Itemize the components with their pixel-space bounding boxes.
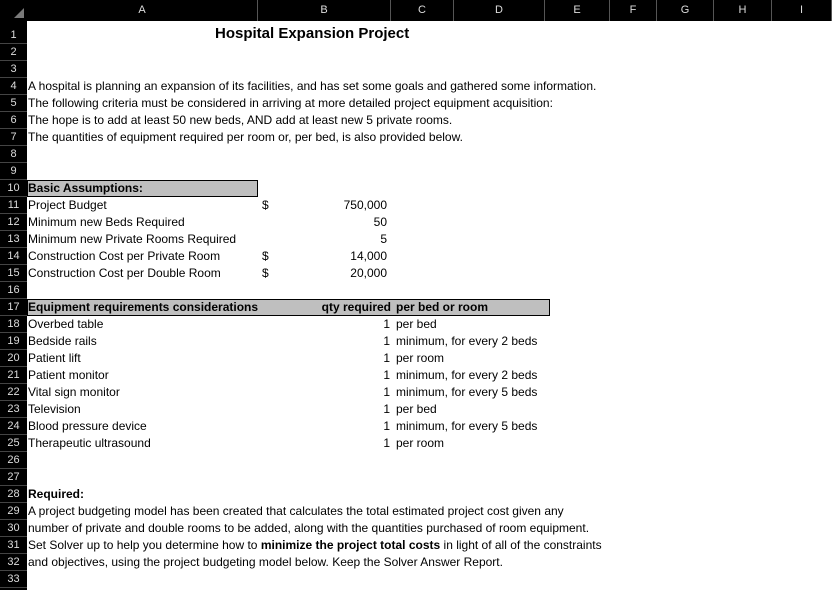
equipment-per[interactable]: minimum, for every 2 beds	[396, 334, 538, 348]
required-line-2[interactable]: number of private and double rooms to be added, along with the quantities purchased of room equipment.	[28, 521, 590, 535]
row-header-29[interactable]: 29	[0, 503, 27, 520]
assumption-label[interactable]: Minimum new Private Rooms Required	[28, 232, 237, 246]
row-header-5[interactable]: 5	[0, 95, 27, 112]
column-header-1[interactable]: A	[27, 0, 258, 21]
equipment-qty[interactable]: 1	[383, 317, 390, 331]
required-line-4[interactable]: and objectives, using the project budgeting model below. Keep the Solver Answer Report.	[28, 555, 503, 569]
row-header-27[interactable]: 27	[0, 469, 27, 486]
column-header-9[interactable]: I	[772, 0, 832, 21]
row-header-30[interactable]: 30	[0, 520, 27, 537]
row-header-11[interactable]: 11	[0, 197, 27, 214]
assumption-value[interactable]: 50	[373, 215, 387, 229]
equipment-qty[interactable]: 1	[383, 368, 390, 382]
equipment-qty[interactable]: 1	[383, 385, 390, 399]
row-header-26[interactable]: 26	[0, 452, 27, 469]
equipment-qty[interactable]: 1	[383, 402, 390, 416]
row-header-9[interactable]: 9	[0, 163, 27, 180]
intro-line-1[interactable]: A hospital is planning an expansion of its facilities, and has set some goals and gathered some information.	[28, 79, 597, 93]
assumption-currency: $	[262, 266, 269, 280]
assumption-label[interactable]: Project Budget	[28, 198, 107, 212]
equipment-label[interactable]: Overbed table	[28, 317, 104, 331]
equipment-qty[interactable]: 1	[383, 351, 390, 365]
row-header-4[interactable]: 4	[0, 78, 27, 95]
required-line-3-post: in light of all of the constraints	[440, 538, 602, 552]
required-header[interactable]: Required:	[28, 487, 85, 501]
assumption-value[interactable]: 20,000	[350, 266, 387, 280]
assumption-value[interactable]: 14,000	[350, 249, 387, 263]
select-all-corner[interactable]	[0, 0, 27, 21]
equipment-per[interactable]: per bed	[396, 402, 437, 416]
qty-required-header[interactable]: qty required	[321, 300, 391, 314]
equipment-label[interactable]: Patient monitor	[28, 368, 109, 382]
equipment-label[interactable]: Therapeutic ultrasound	[28, 436, 151, 450]
required-line-3-pre: Set Solver up to help you determine how to	[28, 538, 261, 552]
row-header-1[interactable]: 1	[0, 27, 27, 44]
row-header-33[interactable]: 33	[0, 571, 27, 588]
assumption-value[interactable]: 750,000	[343, 198, 387, 212]
row-header-32[interactable]: 32	[0, 554, 27, 571]
equipment-per[interactable]: per room	[396, 351, 445, 365]
column-header-2[interactable]: B	[258, 0, 391, 21]
column-header-8[interactable]: H	[714, 0, 772, 21]
intro-line-2[interactable]: The following criteria must be considered in arriving at more detailed project equipment acquisition:	[28, 96, 553, 110]
row-header-6[interactable]: 6	[0, 112, 27, 129]
row-header-19[interactable]: 19	[0, 333, 27, 350]
column-header-3[interactable]: C	[391, 0, 454, 21]
row-header-12[interactable]: 12	[0, 214, 27, 231]
row-header-3[interactable]: 3	[0, 61, 27, 78]
row-header-20[interactable]: 20	[0, 350, 27, 367]
sheet-title[interactable]: Hospital Expansion Project	[215, 25, 410, 42]
assumption-currency: $	[262, 198, 269, 212]
row-header-2[interactable]: 2	[0, 44, 27, 61]
row-header-24[interactable]: 24	[0, 418, 27, 435]
assumption-label[interactable]: Construction Cost per Private Room	[28, 249, 221, 263]
equipment-label[interactable]: Television	[28, 402, 81, 416]
equipment-label[interactable]: Vital sign monitor	[28, 385, 120, 399]
assumptions-header[interactable]: Basic Assumptions:	[28, 181, 143, 195]
row-header-23[interactable]: 23	[0, 401, 27, 418]
row-header-13[interactable]: 13	[0, 231, 27, 248]
intro-line-3[interactable]: The hope is to add at least 50 new beds, AND add at least new 5 private rooms.	[28, 113, 453, 127]
row-header-14[interactable]: 14	[0, 248, 27, 265]
equipment-label[interactable]: Patient lift	[28, 351, 81, 365]
equipment-header[interactable]: Equipment requirements considerations	[28, 300, 259, 314]
row-header-25[interactable]: 25	[0, 435, 27, 452]
row-header-28[interactable]: 28	[0, 486, 27, 503]
equipment-label[interactable]: Blood pressure device	[28, 419, 147, 433]
row-header-16[interactable]: 16	[0, 282, 27, 299]
equipment-per[interactable]: minimum, for every 5 beds	[396, 385, 538, 399]
column-header-6[interactable]: F	[610, 0, 657, 21]
row-header-8[interactable]: 8	[0, 146, 27, 163]
assumption-label[interactable]: Construction Cost per Double Room	[28, 266, 221, 280]
equipment-qty[interactable]: 1	[383, 436, 390, 450]
equipment-label[interactable]: Bedside rails	[28, 334, 97, 348]
column-header-5[interactable]: E	[545, 0, 610, 21]
equipment-per[interactable]: minimum, for every 2 beds	[396, 368, 538, 382]
per-bed-or-room-header[interactable]: per bed or room	[396, 300, 489, 314]
equipment-qty[interactable]: 1	[383, 419, 390, 433]
row-header-22[interactable]: 22	[0, 384, 27, 401]
row-header-21[interactable]: 21	[0, 367, 27, 384]
column-header-7[interactable]: G	[657, 0, 714, 21]
row-header-15[interactable]: 15	[0, 265, 27, 282]
row-header-17[interactable]: 17	[0, 299, 27, 316]
assumption-label[interactable]: Minimum new Beds Required	[28, 215, 185, 229]
row-header-10[interactable]: 10	[0, 180, 27, 197]
required-line-1[interactable]: A project budgeting model has been created that calculates the total estimated project cost given any	[28, 504, 564, 518]
column-header-4[interactable]: D	[454, 0, 545, 21]
row-header-18[interactable]: 18	[0, 316, 27, 333]
equipment-per[interactable]: minimum, for every 5 beds	[396, 419, 538, 433]
assumption-currency: $	[262, 249, 269, 263]
equipment-per[interactable]: per room	[396, 436, 445, 450]
required-line-3-emphasis: minimize the project total costs	[260, 538, 441, 552]
equipment-qty[interactable]: 1	[383, 334, 390, 348]
intro-line-4[interactable]: The quantities of equipment required per room or, per bed, is also provided below.	[28, 130, 463, 144]
required-line-3[interactable]	[28, 537, 602, 554]
assumption-value[interactable]: 5	[380, 232, 387, 246]
row-header-7[interactable]: 7	[0, 129, 27, 146]
row-header-31[interactable]: 31	[0, 537, 27, 554]
equipment-per[interactable]: per bed	[396, 317, 437, 331]
